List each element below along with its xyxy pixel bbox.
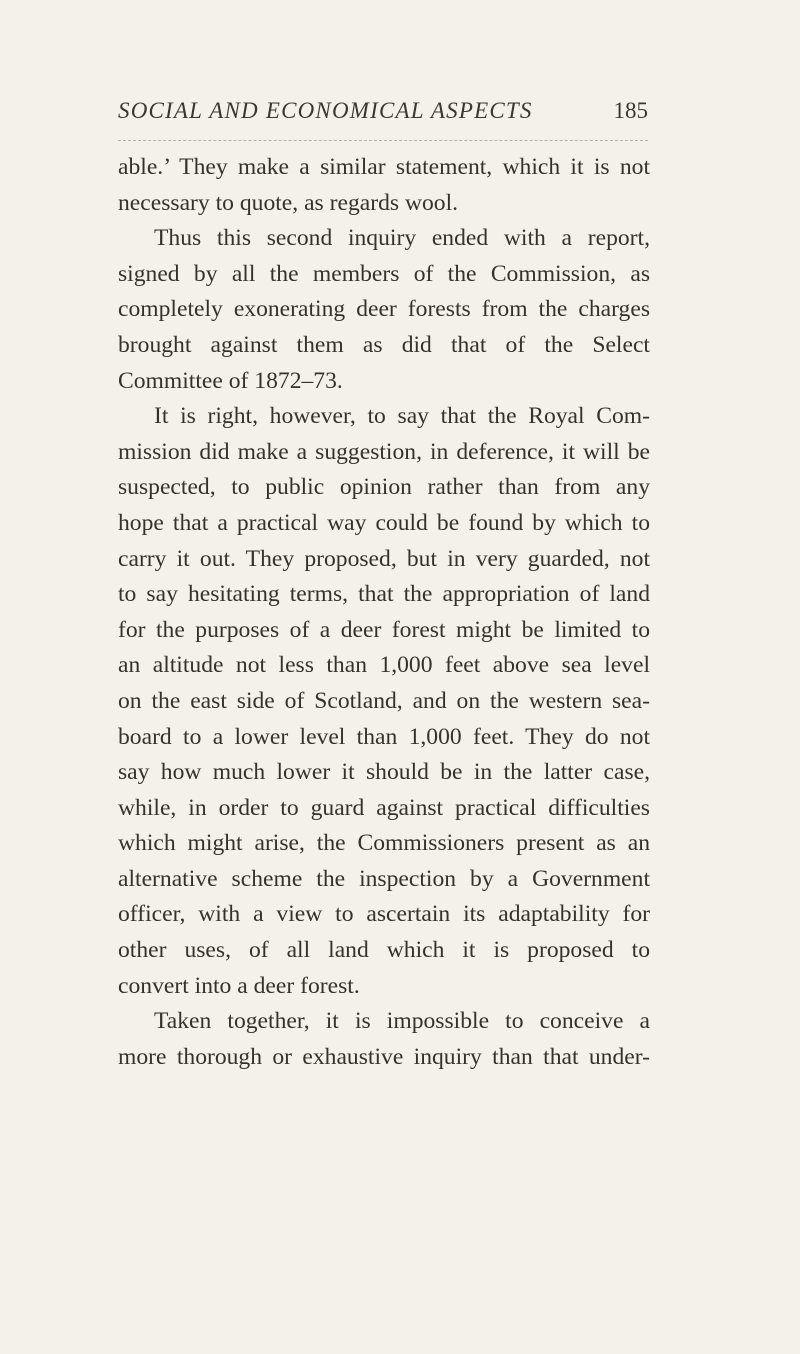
- text-line: to say hesitating terms, that the appropriation of land: [118, 581, 650, 608]
- paragraph-1: [118, 150, 650, 221]
- body-text: [118, 150, 650, 1075]
- text-line: signed by all the members of the Commission, as: [118, 260, 650, 287]
- text-line: other uses, of all land which it is proposed to: [118, 937, 650, 964]
- text-line: board to a lower level than 1,000 feet. They do not: [118, 723, 650, 750]
- text-line: mission did make a suggestion, in deference, it will be: [118, 438, 650, 465]
- running-head: [118, 98, 648, 132]
- text-line: completely exonerating deer forests from the charges: [118, 296, 650, 323]
- text-line: Committee of 1872–73.: [118, 367, 343, 394]
- running-title: SOCIAL AND ECONOMICAL ASPECTS: [118, 98, 533, 123]
- page-number: 185: [613, 98, 648, 123]
- text-line: convert into a deer forest.: [118, 972, 360, 999]
- text-line: Taken together, it is impossible to conceive a: [154, 1008, 650, 1035]
- text-line: suspected, to public opinion rather than from any: [118, 474, 650, 501]
- text-line: Thus this second inquiry ended with a report,: [154, 225, 650, 252]
- paragraph-4: [118, 1004, 650, 1075]
- text-line: able.’ They make a similar statement, which it is not: [118, 154, 650, 180]
- text-line: carry it out. They proposed, but in very guarded, not: [118, 545, 650, 572]
- text-line: on the east side of Scotland, and on the western sea-: [118, 687, 650, 714]
- text-line: officer, with a view to ascertain its adaptability for: [118, 901, 650, 928]
- text-line: more thorough or exhaustive inquiry than that under-: [118, 1043, 650, 1070]
- text-line: for the purposes of a deer forest might be limited to: [118, 616, 650, 643]
- text-line: alternative scheme the inspection by a Government: [118, 865, 650, 892]
- text-line: say how much lower it should be in the latter case,: [118, 759, 650, 786]
- text-line: necessary to quote, as regards wool.: [118, 189, 459, 216]
- text-line: while, in order to guard against practical difficulties: [118, 794, 650, 821]
- text-line: an altitude not less than 1,000 feet above sea level: [118, 652, 650, 679]
- paragraph-2: [118, 221, 650, 399]
- text-line: It is right, however, to say that the Royal Com-: [154, 403, 650, 430]
- text-line: which might arise, the Commissioners present as an: [118, 830, 650, 857]
- text-line: brought against them as did that of the Select: [118, 331, 650, 358]
- paragraph-3: [118, 399, 650, 1004]
- header-rule: [118, 140, 648, 142]
- text-line: hope that a practical way could be found by which to: [118, 509, 650, 536]
